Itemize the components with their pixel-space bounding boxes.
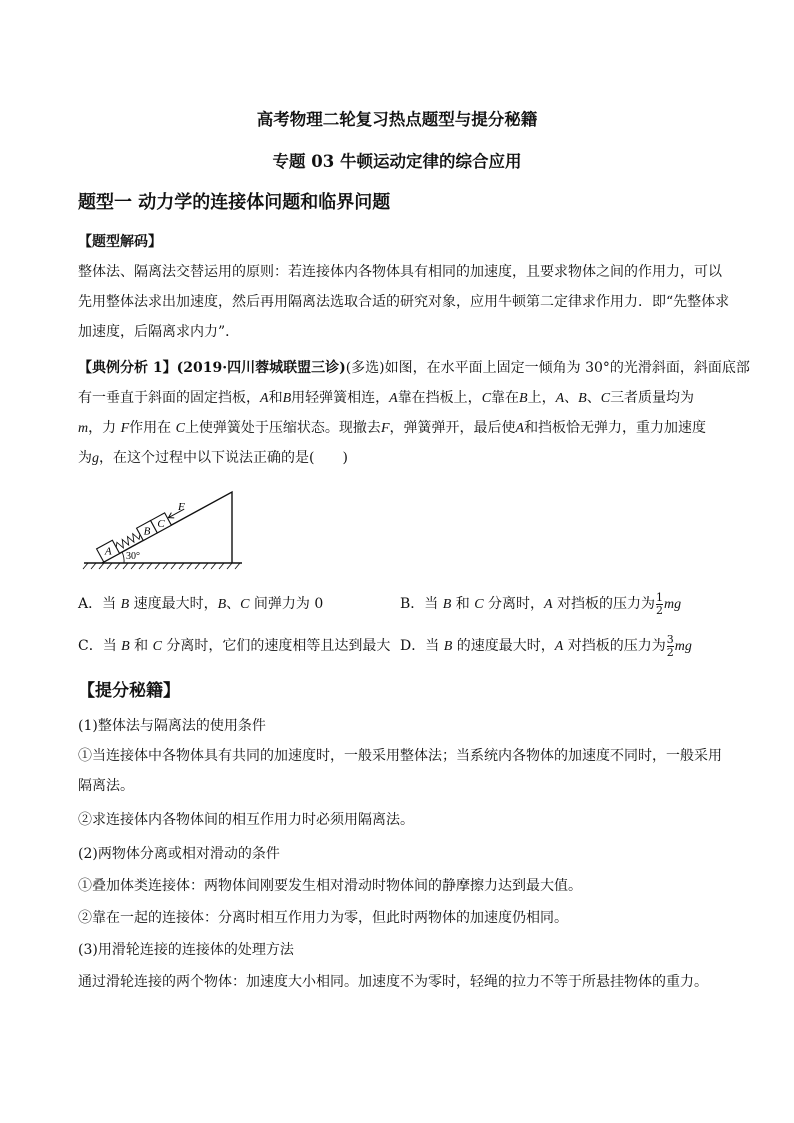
fraction-three-halves: $\frac{3}{2}$ xyxy=(666,632,674,659)
example-line-4: 为g，在这个过程中以下说法正确的是( ) xyxy=(78,450,348,466)
force-label: F xyxy=(178,501,185,513)
incline-figure xyxy=(80,488,250,570)
tips-heading: 【提分秘籍】 xyxy=(78,681,180,701)
option-a: A．当 B 速度最大时，B、C 间弹力为 0 xyxy=(78,596,324,612)
explain-line-2: 先用整体法求出加速度，然后再用隔离法选取合适的研究对象，应用牛顿第二定律求作用力．即“先整体求 xyxy=(78,294,730,310)
block-a-label: A xyxy=(104,545,112,558)
angle-arc xyxy=(122,553,124,564)
block-b-label: B xyxy=(143,525,151,538)
example-source: (2019·四川蓉城联盟三诊) xyxy=(176,360,346,376)
doc-title: 高考物理二轮复习热点题型与提分秘籍 xyxy=(256,110,538,129)
example-line-2: 有一垂直于斜面的固定挡板，A和B用轻弹簧相连，A靠在挡板上，C靠在B上，A、B、C三者质量均为 xyxy=(78,390,695,406)
topic-title: 专题 03 牛顿运动定律的综合应用 xyxy=(272,152,522,171)
example-line-1: 【典例分析 1】(2019·四川蓉城联盟三诊)(多选)如图，在水平面上固定一倾角为 30°的光滑斜面，斜面底部 xyxy=(78,360,750,376)
ground-hatch xyxy=(83,563,240,569)
tips-line: ①叠加体类连接体：两物体间刚要发生相对滑动时物体间的静摩擦力达到最大值。 xyxy=(78,878,582,894)
explain-label: 【题型解码】 xyxy=(78,234,162,250)
option-d: D．当 B 的速度最大时，A 对挡板的压力为 $\frac{3}{2}$ mg xyxy=(400,632,692,659)
explain-line-1: 整体法、隔离法交替运用的原则：若连接体内各物体具有相同的加速度，且要求物体之间的作用力，可以 xyxy=(78,264,722,280)
tips-line: (3)用滑轮连接的连接体的处理方法 xyxy=(78,942,294,958)
tips-line: (1)整体法与隔离法的使用条件 xyxy=(78,718,266,734)
tips-line: (2)两物体分离或相对滑动的条件 xyxy=(78,846,280,862)
option-b: B．当 B 和 C 分离时，A 对挡板的压力为 $\frac{1}{2}$ mg xyxy=(400,590,682,617)
tips-line: ①当连接体中各物体具有共同的加速度时，一般采用整体法；当系统内各物体的加速度不同时，一般采用 xyxy=(78,748,722,764)
section-heading: 题型一 动力学的连接体问题和临界问题 xyxy=(78,192,391,213)
option-c: C．当 B 和 C 分离时，它们的速度相等且达到最大 xyxy=(78,638,391,654)
spring xyxy=(114,531,142,551)
tips-line: ②靠在一起的连接体：分离时相互作用力为零，但此时两物体的加速度仍相同。 xyxy=(78,910,568,926)
block-c-label: C xyxy=(157,517,165,530)
tips-line: 通过滑轮连接的两个物体：加速度大小相同。加速度不为零时，轻绳的拉力不等于所悬挂物体的重力。 xyxy=(78,974,708,990)
fraction-half: $\frac{1}{2}$ xyxy=(656,590,664,617)
angle-label: 30° xyxy=(126,551,140,562)
example-label: 【典例分析 1】 xyxy=(78,360,177,376)
tips-line: 隔离法。 xyxy=(78,778,134,794)
example-line-3: m，力 F作用在 C上使弹簧处于压缩状态。现撤去F，弹簧弹开，最后使A和挡板恰无弹力，重力加速度 xyxy=(78,420,707,436)
tips-line: ②求连接体内各物体间的相互作用力时必须用隔离法。 xyxy=(78,812,414,828)
explain-line-3: 加速度，后隔离求内力”． xyxy=(78,324,240,340)
